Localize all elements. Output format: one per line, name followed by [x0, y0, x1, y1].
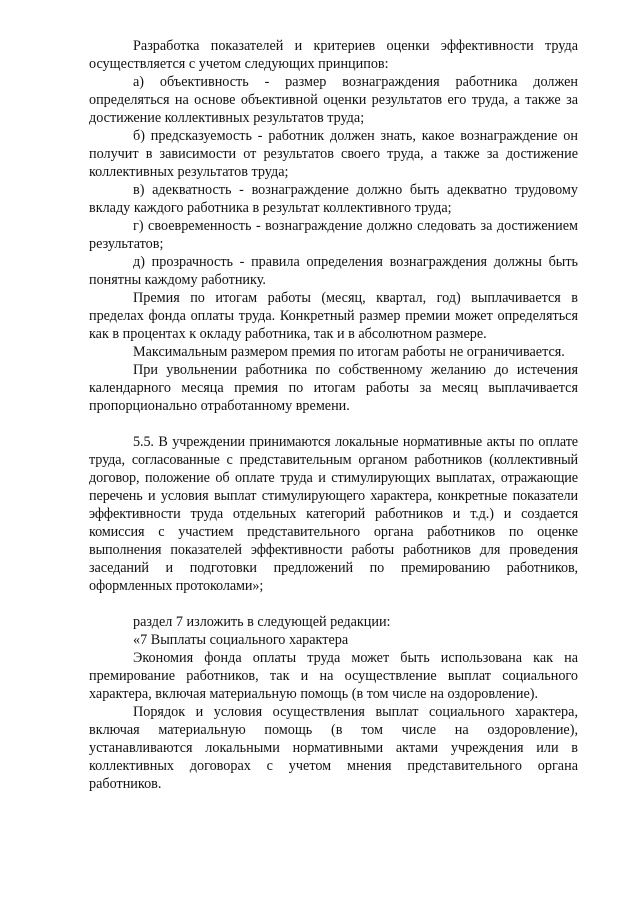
max-bonus-paragraph: Максимальным размером премия по итогам работы не ограничивается.	[133, 344, 565, 360]
principle-adequacy: в) адекватность - вознаграждение должно быть адекватно трудовому вкладу каждого работника в результат коллективного труда;	[89, 182, 578, 216]
document-body	[89, 37, 578, 793]
paragraph-gap	[89, 595, 578, 613]
procedure-paragraph: Порядок и условия осуществления выплат социального характера, включая материальную помощь (в том числе на оздоровление), устанавливаются локальными нормативными актами учреждения или в коллективных договорах с учетом мнения представительного органа работников.	[89, 704, 578, 792]
principle-transparency: д) прозрачность - правила определения вознаграждения должны быть понятны каждому работнику.	[89, 254, 578, 288]
dismissal-paragraph: При увольнении работника по собственному желанию до истечения календарного месяца премия по итогам работы за месяц выплачивается пропорционально отработанному времени.	[89, 362, 578, 414]
section-7-intro: раздел 7 изложить в следующей редакции:	[133, 614, 391, 630]
bonus-paragraph: Премия по итогам работы (месяц, квартал, год) выплачивается в пределах фонда оплаты труда. Конкретный размер премии может определяться как в процентах к окладу работника, так и в абсолютном размере.	[89, 290, 578, 342]
principle-objectivity: а) объективность - размер вознаграждения работника должен определяться на основе объективной оценки результатов его труда, а также за достижение коллективных результатов труда;	[89, 74, 578, 126]
intro-paragraph: Разработка показателей и критериев оценки эффективности труда осуществляется с учетом следующих принципов:	[89, 38, 578, 72]
clause-5-5-paragraph: 5.5. В учреждении принимаются локальные нормативные акты по оплате труда, согласованные с представительным органом работников (коллективный договор, положение об оплате труда и стимулирующих выплатах, отражающие перечень и условия выплат стимулирующего характера, конкретные показатели эффективности труда отдельных категорий работников и т.д.) и создается комиссия с участием представительного органа работников по оценке выполнения показателей эффективности работы работников для проведения заседаний и подготовки предложений по премированию работников, оформленных протоколами»;	[89, 434, 578, 594]
section-7-heading: «7 Выплаты социального характера	[133, 632, 349, 648]
paragraph-gap	[89, 415, 578, 433]
savings-paragraph: Экономия фонда оплаты труда может быть использована как на премирование работников, так и на осуществление выплат социального характера, включая материальную помощь (в том числе на оздоровление).	[89, 650, 578, 702]
principle-predictability: б) предсказуемость - работник должен знать, какое вознаграждение он получит в зависимости от результатов своего труда, а также за достижение коллективных результатов труда;	[89, 128, 578, 180]
principle-timeliness: г) своевременность - вознаграждение должно следовать за достижением результатов;	[89, 218, 578, 252]
